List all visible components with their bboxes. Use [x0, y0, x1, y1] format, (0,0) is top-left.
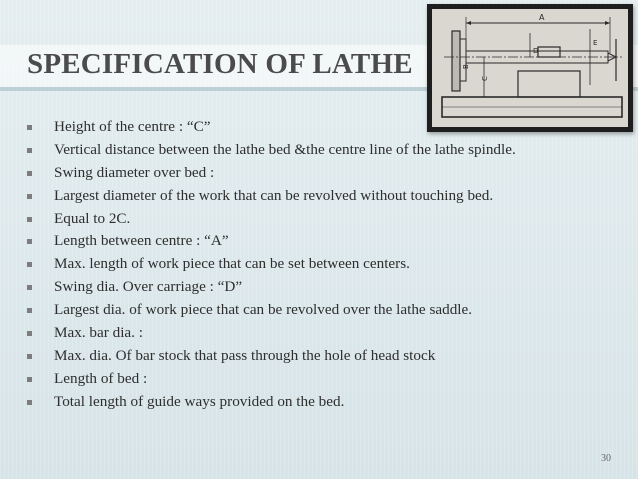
- bullet-square-icon: [27, 171, 32, 176]
- list-item-text: Length between centre : “A”: [54, 232, 229, 250]
- list-item-text: Total length of guide ways provided on the bed.: [54, 392, 345, 410]
- list-item: [27, 208, 627, 231]
- bullet-square-icon: [27, 400, 32, 405]
- list-item: [27, 322, 627, 345]
- headstock: [452, 31, 460, 91]
- list-item-text: Max. dia. Of bar stock that pass through the hole of head stock: [54, 346, 436, 364]
- bullet-square-icon: [27, 285, 32, 290]
- label-a: A: [539, 13, 545, 22]
- bullet-square-icon: [27, 308, 32, 313]
- bullet-square-icon: [27, 239, 32, 244]
- list-item-text: Height of the centre : “C”: [54, 118, 211, 135]
- list-item: [27, 253, 627, 276]
- list-item-text: Equal to 2C.: [54, 209, 131, 227]
- label-d: D: [533, 47, 539, 55]
- specification-list: [27, 116, 627, 414]
- list-item: [27, 116, 627, 139]
- list-item-text: Length of bed :: [54, 369, 148, 387]
- bullet-square-icon: [27, 331, 32, 336]
- page-number: 30: [601, 453, 611, 464]
- list-item-text: Swing diameter over bed :: [54, 163, 215, 181]
- list-item-text: Max. length of work piece that can be set between centers.: [54, 255, 410, 273]
- list-item-text: Largest diameter of the work that can be revolved without touching bed.: [54, 186, 494, 204]
- list-item: [27, 276, 627, 299]
- bullet-square-icon: [27, 194, 32, 199]
- bullet-square-icon: [27, 354, 32, 359]
- bullet-square-icon: [27, 217, 32, 222]
- slide-title: SPECIFICATION OF LATHE: [27, 48, 413, 80]
- list-item-text: Largest dia. of work piece that can be revolved over the lathe saddle.: [54, 301, 473, 319]
- list-item: [27, 391, 627, 414]
- list-item-text: Max. bar dia. :: [54, 324, 143, 342]
- lathe-diagram: [432, 9, 628, 127]
- list-item: [27, 185, 627, 208]
- list-item: [27, 139, 627, 162]
- bullet-square-icon: [27, 148, 32, 153]
- list-item: [27, 162, 627, 185]
- list-item: [27, 345, 627, 368]
- label-e: E: [593, 39, 598, 47]
- list-item: [27, 299, 627, 322]
- bullet-square-icon: [27, 125, 32, 130]
- label-b: B: [462, 64, 470, 69]
- bullet-square-icon: [27, 377, 32, 382]
- list-item-text: Swing dia. Over carriage : “D”: [54, 278, 243, 296]
- label-c: C: [481, 76, 489, 81]
- bullet-square-icon: [27, 262, 32, 267]
- list-item: [27, 230, 627, 253]
- lathe-diagram-photo: [427, 4, 633, 132]
- list-item-text: Vertical distance between the lathe bed &the centre line of the lathe spindle.: [54, 140, 516, 158]
- list-item: [27, 368, 627, 391]
